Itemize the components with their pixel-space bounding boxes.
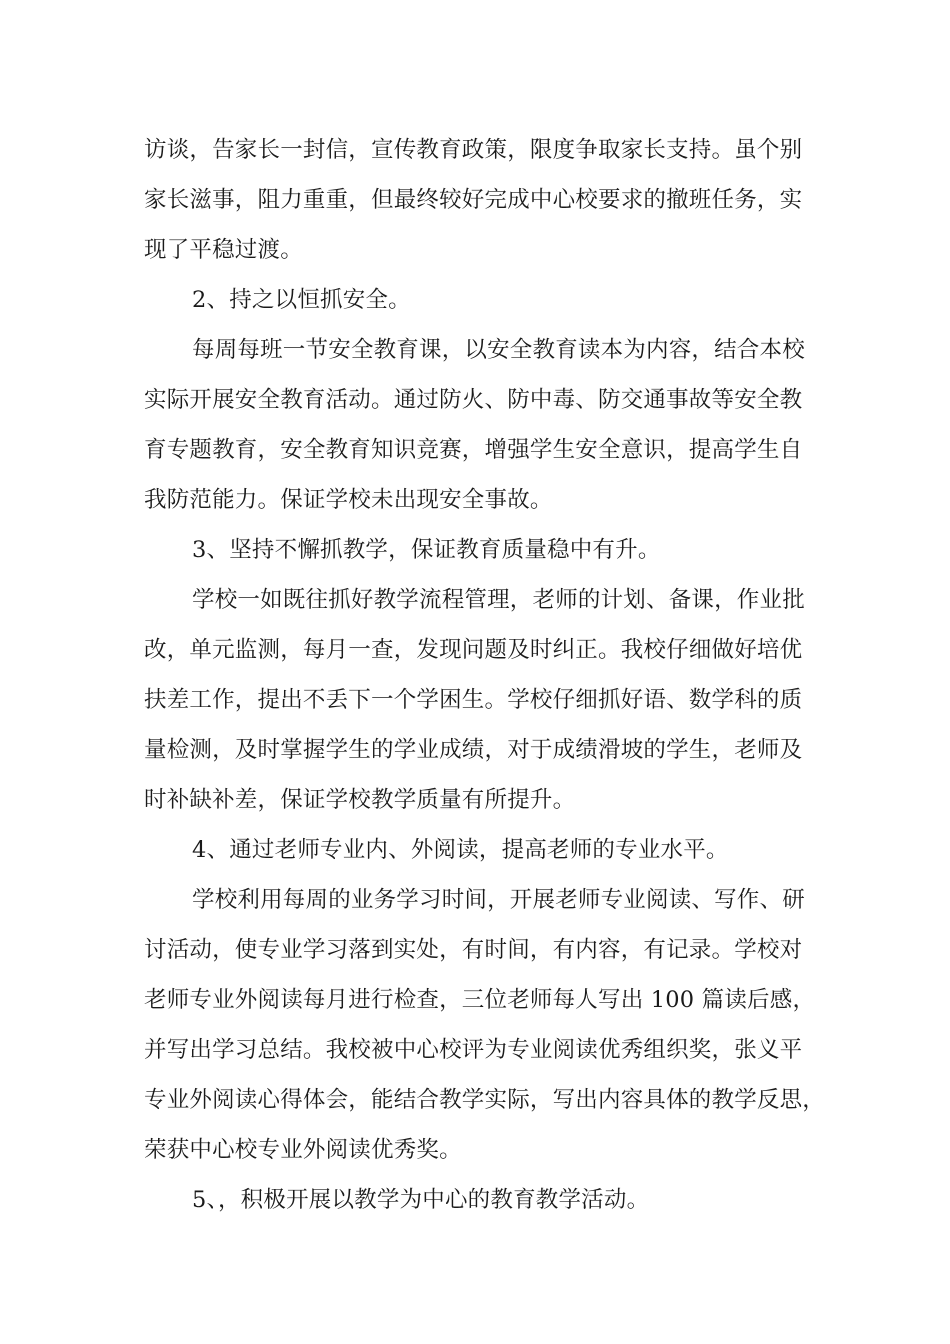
section-heading: 4、通过老师专业内、外阅读，提高老师的专业水平。 (192, 837, 729, 863)
paragraph-line: 扶差工作，提出不丢下一个学困生。学校仔细抓好语、数学科的质 (144, 687, 803, 713)
paragraph-line: 学校一如既往抓好教学流程管理，老师的计划、备课，作业批 (192, 587, 805, 613)
paragraph-line: 实际开展安全教育活动。通过防火、防中毒、防交通事故等安全教 (144, 387, 803, 413)
section-heading: 5、，积极开展以教学为中心的教育教学活动。 (192, 1187, 650, 1213)
paragraph-line: 并写出学习总结。我校被中心校评为专业阅读优秀组织奖，张义平 (144, 1037, 803, 1063)
paragraph-line: 老师专业外阅读每月进行检查，三位老师每人写出 100 篇读后感， (144, 987, 816, 1013)
paragraph-line: 荣获中心校专业外阅读优秀奖。 (144, 1137, 462, 1163)
paragraph-line: 改，单元监测，每月一查，发现问题及时纠正。我校仔细做好培优 (144, 637, 803, 663)
paragraph-line: 量检测，及时掌握学生的学业成绩，对于成绩滑坡的学生，老师及 (144, 737, 803, 763)
paragraph-line: 访谈，告家长一封信，宣传教育政策，限度争取家长支持。虽个别 (144, 137, 803, 163)
paragraph-line: 专业外阅读心得体会，能结合教学实际，写出内容具体的教学反思， (144, 1087, 826, 1113)
section-heading: 3、坚持不懈抓教学，保证教育质量稳中有升。 (192, 537, 661, 563)
paragraph-line: 现了平稳过渡。 (144, 237, 303, 263)
paragraph-line: 每周每班一节安全教育课，以安全教育读本为内容，结合本校 (192, 337, 805, 363)
document-body (144, 125, 834, 1225)
paragraph-line: 时补缺补差，保证学校教学质量有所提升。 (144, 787, 576, 813)
paragraph-line: 讨活动，使专业学习落到实处，有时间，有内容，有记录。学校对 (144, 937, 803, 963)
paragraph-line: 学校利用每周的业务学习时间，开展老师专业阅读、写作、研 (192, 887, 805, 913)
paragraph-line: 家长滋事，阻力重重，但最终较好完成中心校要求的撤班任务，实 (144, 187, 803, 213)
paragraph-line: 我防范能力。保证学校未出现安全事故。 (144, 487, 553, 513)
paragraph-line: 育专题教育，安全教育知识竞赛，增强学生安全意识，提高学生自 (144, 437, 803, 463)
section-heading: 2、持之以恒抓安全。 (192, 287, 411, 313)
